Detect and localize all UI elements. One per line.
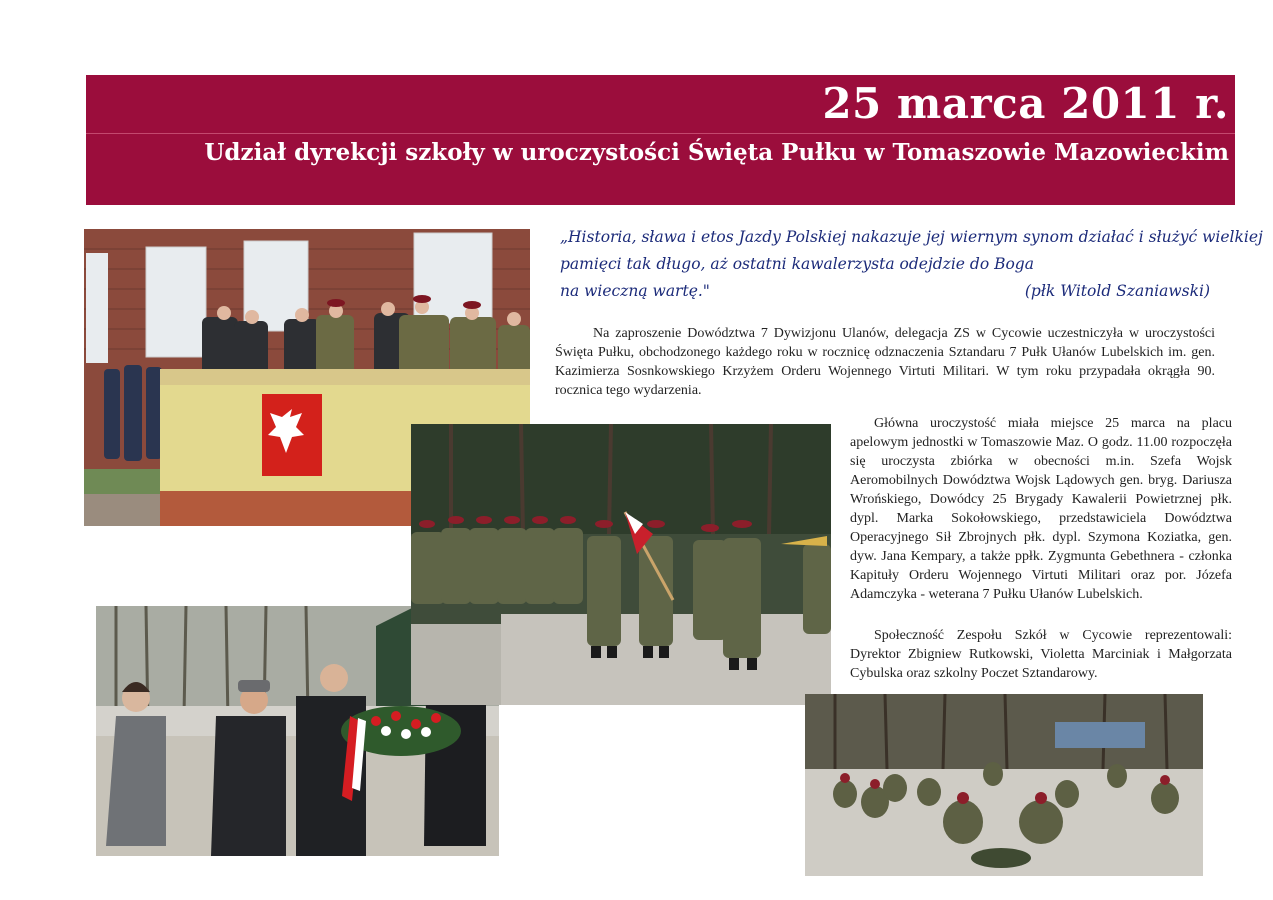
page-subtitle: Udział dyrekcji szkoły w uroczystości Święta Pułku w Tomaszowie Mazowieckim [204,139,1229,166]
quote-author: (płk Witold Szaniawski) [1024,282,1210,300]
page-date-title: 25 marca 2011 r. [822,79,1229,128]
quote-line-3: na wieczną wartę." [560,282,710,300]
quote-line-2: pamięci tak długo, aż ostatni kawalerzysta odejdzie do Boga [560,255,1034,273]
paragraph-main-ceremony: Główna uroczystość miała miejsce 25 marca na placu apelowym jednostki w Tomaszowie Maz. O godz. 11.00 rozpoczęła się uroczysta zbiórka w obecności m.in. Szefa Wojsk Aeromobilnych Dowództwa Wojsk Lądowych gen. bryg. Dariusza Wrońskiego, Dowódcy 25 Brygady Kawalerii Powietrznej płk. dypl. Marka Sokołowskiego, przedstawiciela Dowództwa Operacyjnego Sił Zbrojnych płk. dypl. Szymona Koziatka, gen. dyw. Jana Kempary, a także ppłk. Zygmunta Gebethnera - członka Kapituły Orderu Wojennego Virtuti Militari oraz por. Józefa Adamczyka - weterana 7 Pułku Ułanów Lubelskich. [850,416,1232,602]
header-banner [86,75,1235,205]
paragraph-invitation: Na zaproszenie Dowództwa 7 Dywizjonu Ulanów, delegacja ZS w Cycowie uczestniczyła w uroczystości Święta Pułku, obchodzonego każdego roku w rocznicę odznaczenia Sztandaru 7 Pułk Ułanów Lubelskich im. gen. Kazimierza Sosnkowskiego Krzyżem Orderu Wojennego Virtuti Militari. W tym roku przypadała okrągła 90. rocznica tego wydarzenia. [555,326,1215,398]
photo-field-exercise [805,694,1203,876]
quote-line-1: „Historia, sława i etos Jazdy Polskiej nakazuje jej wiernym synom działać i służyć wielkiej [560,228,1263,246]
quote-block [560,224,1263,305]
photo-marching-soldiers [411,424,831,705]
banner-divider [86,133,1235,134]
paragraph-school-representatives: Społeczność Zespołu Szkół w Cycowie reprezentowali: Dyrektor Zbigniew Rutkowski, Violetta Marciniak i Małgorzata Cybulska oraz szkolny Poczet Sztandarowy. [850,628,1232,681]
